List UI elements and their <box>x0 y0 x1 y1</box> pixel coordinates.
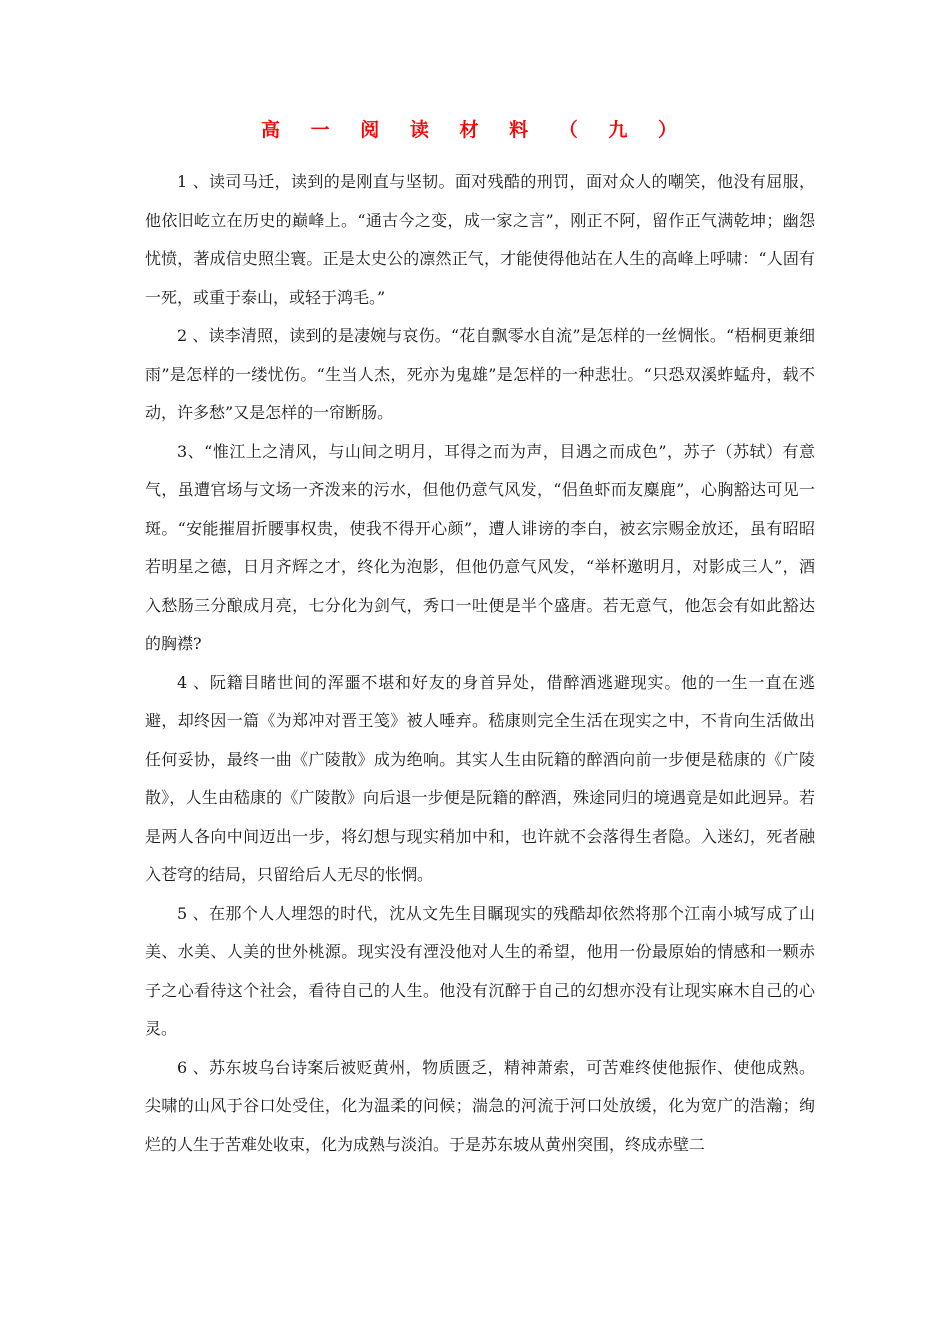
paragraph-5: 5 、在那个人人埋怨的时代，沈从文先生目瞩现实的残酷却依然将那个江南小城写成了山美、水美、人美的世外桃源。现实没有湮没他对人生的希望，他用一份最原始的情感和一颗赤子之心看待这个社会，看待自己的人生。他没有沉醉于自己的幻想亦没有让现实麻木自己的心灵。 <box>145 903 815 1038</box>
document-title: 高 一 阅 读 材 料 （ 九 ） <box>261 119 689 141</box>
paragraph-2: 2 、读李清照，读到的是凄婉与哀伤。“花自飘零水自流”是怎样的一丝惆怅。“梧桐更兼细雨”是怎样的一缕忧伤。“生当人杰，死亦为鬼雄”是怎样的一种悲壮。“只恐双溪蚱蜢舟，载不动，许多愁”又是怎样的一帘断肠。 <box>145 326 815 422</box>
paragraph-6: 6 、苏东坡乌台诗案后被贬黄州，物质匮乏，精神萧索，可苦难终使他振作、使他成熟。尖啸的山风于谷口处受住，化为温柔的问候；湍急的河流于河口处放缓，化为宽广的浩瀚；绚烂的人生于苦难处收束，化为成熟与淡泊。于是苏东坡从黄州突围，终成赤壁二 <box>145 1057 815 1154</box>
paragraph-3: 3、“惟江上之清风，与山间之明月，耳得之而为声，目遇之而成色”，苏子（苏轼）有意气，虽遭官场与文场一齐泼来的污水，但他仍意气风发，“侣鱼虾而友麋鹿”，心胸豁达可见一斑。“安能摧眉折腰事权贵，使我不得开心颜”，遭人诽谤的李白，被玄宗赐金放还，虽有昭昭若明星之德，日月齐辉之才，终化为泡影，但他仍意气风发，“举杯邀明月，对影成三人”，酒入愁肠三分酿成月亮，七分化为剑气，秀口一吐便是半个盛唐。若无意气，他怎会有如此豁达的胸襟? <box>145 441 815 653</box>
document-body <box>145 163 815 1164</box>
paragraph-4: 4 、阮籍目睹世间的浑噩不堪和好友的身首异处，借醉酒逃避现实。他的一生一直在逃避，却终因一篇《为郑冲对晋王笺》被人唾弃。嵇康则完全生活在现实之中，不肯向生活做出任何妥协，最终一曲《广陵散》成为绝响。其实人生由阮籍的醉酒向前一步便是嵇康的《广陵散》，人生由嵇康的《广陵散》向后退一步便是阮籍的醉酒，殊途同归的境遇竟是如此迥异。若是两人各向中间迈出一步，将幻想与现实稍加中和，也许就不会落得生者隐。入迷幻，死者融入苍穹的结局，只留给后人无尽的怅惘。 <box>145 672 815 884</box>
paragraph-1: 1 、读司马迁，读到的是刚直与坚韧。面对残酷的刑罚，面对众人的嘲笑，他没有屈服，他依旧屹立在历史的巅峰上。“通古今之变，成一家之言”，刚正不阿，留作正气满乾坤；幽怨忧愤，著成信史照尘寰。正是太史公的凛然正气，才能使得他站在人生的高峰上呼啸：“人固有一死，或重于泰山，或轻于鸿毛。” <box>145 172 815 307</box>
